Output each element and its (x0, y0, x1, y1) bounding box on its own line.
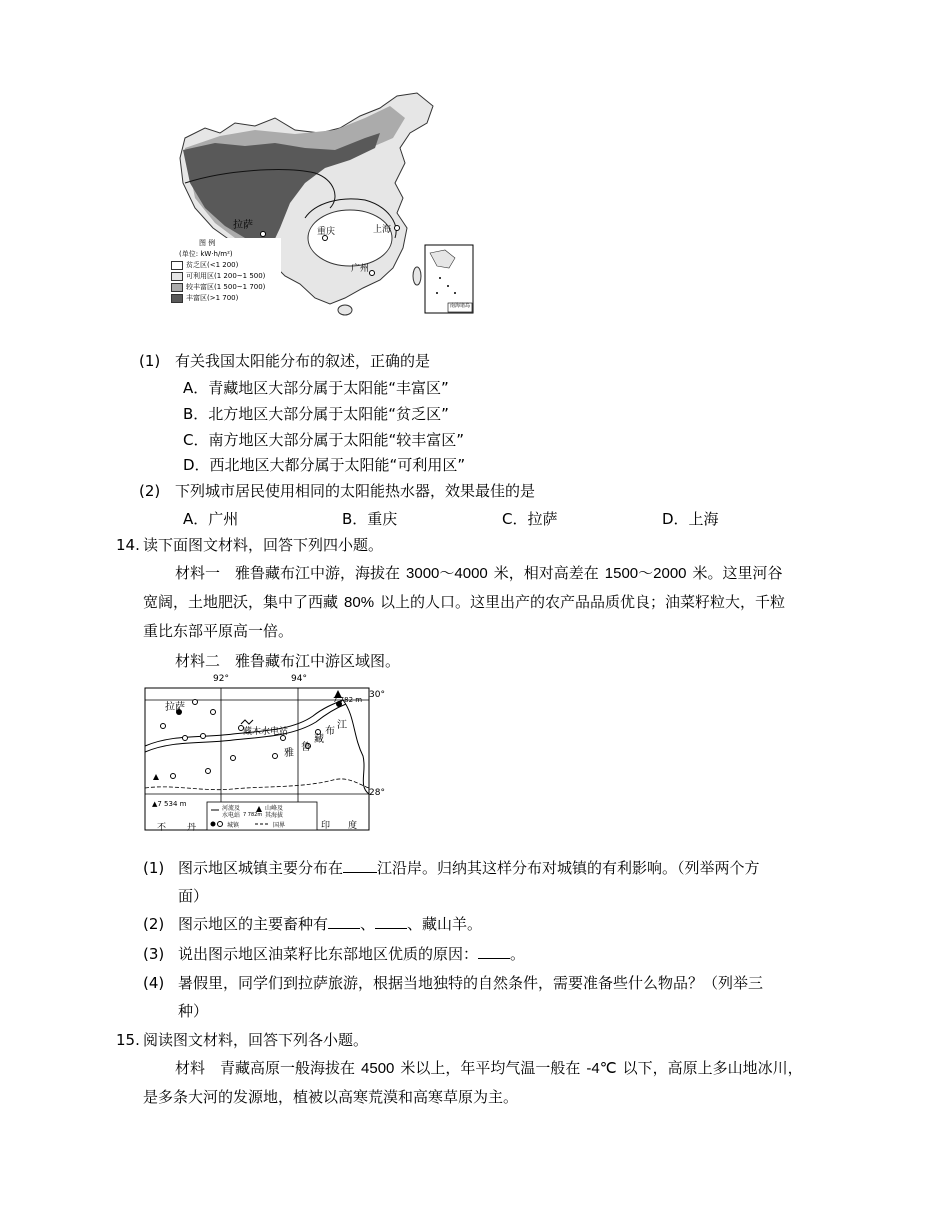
peak-label-7782: 7 782 m (333, 696, 363, 704)
map-legend (171, 238, 281, 304)
q13-1-number: (1) (139, 352, 161, 370)
q13-2-number: (2) (139, 482, 161, 500)
legend-label: 贫乏区(<1 200) (186, 261, 239, 269)
river-label-5: 江 (337, 720, 347, 731)
legend-river-a: 河流及 (222, 805, 241, 812)
q14-material1-line1: 材料一 雅鲁藏布江中游，海拔在 3000～4000 米，相对高差在 1500～2000 米。这里河谷 (175, 564, 783, 582)
river-label-2: 鲁 (301, 742, 311, 753)
legend-item (171, 282, 281, 293)
answer-blank[interactable] (343, 858, 377, 873)
city-label-guangzhou: 广州 (351, 264, 370, 274)
answer-blank[interactable] (478, 944, 510, 959)
legend-label: 可利用区(1 200~1 500) (186, 272, 266, 280)
country-label-bhutan-2: 丹 (187, 823, 197, 833)
q14-1-text-cont: 面） (178, 887, 209, 905)
river-label-1: 雅 (284, 748, 294, 759)
yarlung-tsangpo-map (143, 676, 383, 836)
city-label-shanghai: 上海 (373, 225, 392, 235)
q13-1-option-d: D．西北地区大都分属于太阳能“可利用区” (183, 456, 466, 474)
q13-1-option-a: A．青藏地区大部分属于太阳能“丰富区” (183, 379, 449, 397)
q13-2-option-b: B．重庆 (342, 510, 398, 528)
q13-1-option-c: C．南方地区大部分属于太阳能“较丰富区” (183, 431, 465, 449)
lat-label-28: 28° (369, 788, 385, 798)
country-label-india-2: 度 (348, 821, 358, 831)
legend-swatch (171, 261, 183, 270)
country-label-india-1: 印 (321, 821, 331, 831)
legend-item (171, 293, 281, 304)
q13-1-option-b: B．北方地区大部分属于太阳能“贫乏区” (183, 405, 449, 423)
q14-4-text: 暑假里，同学们到拉萨旅游，根据当地独特的自然条件，需要准备些什么物品？（列举三 (178, 974, 764, 992)
legend-peak-c: 7 782m (243, 812, 263, 818)
legend-swatch (171, 272, 183, 281)
q13-1-stem: 有关我国太阳能分布的叙述，正确的是 (175, 352, 431, 370)
q14-1-number: (1) (143, 859, 165, 877)
country-label-bhutan-1: 不 (157, 823, 167, 833)
legend-item (171, 271, 281, 282)
legend-swatch (171, 283, 183, 292)
city-label-lhasa: 拉萨 (233, 220, 253, 231)
solar-energy-map (165, 88, 485, 320)
legend-river-b: 水电站 (222, 812, 241, 819)
legend-title: 图 例 (199, 239, 216, 247)
q14-4-text-cont: 种） (178, 1002, 209, 1020)
q13-2-option-d: D．上海 (662, 510, 719, 528)
q14-material1-line2: 宽阔，土地肥沃，集中了西藏 80% 以上的人口。这里出产的农产品品质优良；油菜籽粒大，千粒 (143, 593, 786, 611)
river-label-4: 布 (325, 726, 335, 737)
inset-label: 南海诸岛 (450, 303, 471, 309)
legend-border: 国界 (273, 822, 286, 829)
lon-label-92: 92° (213, 674, 229, 684)
q15-material-line1: 材料 青藏高原一般海拔在 4500 米以上，年平均气温一般在 -4℃ 以下，高原上多山地冰川， (175, 1059, 803, 1077)
q14-3-text: 说出图示地区油菜籽比东部地区优质的原因： 。 (178, 945, 526, 963)
q14-2-number: (2) (143, 915, 165, 933)
legend-peak-a: 山峰及 (265, 805, 284, 812)
q14-3-number: (3) (143, 945, 165, 963)
q14-material1-line3: 重比东部平原高一倍。 (143, 622, 294, 640)
q14-number: 14. (116, 536, 140, 554)
lon-label-94: 94° (291, 674, 307, 684)
q14-1-text: 图示地区城镇主要分布在 江沿岸。归纳其这样分布对城镇的有利影响。（列举两个方 (178, 859, 760, 877)
q14-2-text: 图示地区的主要畜种有 、 、藏山羊。 (178, 915, 483, 933)
q15-number: 15. (116, 1031, 140, 1049)
q13-2-stem: 下列城市居民使用相同的太阳能热水器，效果最佳的是 (175, 482, 536, 500)
legend-town: 城镇 (227, 822, 240, 829)
city-label-chongqing: 重庆 (317, 227, 336, 237)
q13-2-option-a: A．广州 (183, 510, 239, 528)
legend-item (171, 260, 281, 271)
legend-peak-b: 其海拔 (265, 812, 284, 819)
lat-label-30: 30° (369, 690, 385, 700)
legend-label: 丰富区(>1 700) (186, 294, 239, 302)
q15-material-line2: 是多条大河的发源地，植被以高寒荒漠和高寒草原为主。 (143, 1088, 519, 1106)
river-label-3: 藏 (314, 734, 324, 745)
legend-swatch (171, 294, 183, 303)
answer-blank[interactable] (375, 914, 407, 929)
city-label-lhasa: 拉萨 (165, 702, 185, 713)
q14-material2: 材料二 雅鲁藏布江中游区域图。 (175, 652, 401, 670)
q13-2-option-c: C．拉萨 (502, 510, 558, 528)
q14-4-number: (4) (143, 974, 165, 992)
q14-intro: 读下面图文材料，回答下列四小题。 (143, 536, 384, 554)
peak-label-7534: ▲7 534 m (152, 800, 187, 808)
station-label: 藏木水电站 (243, 727, 289, 737)
q15-intro: 阅读图文材料，回答下列各小题。 (143, 1031, 369, 1049)
legend-unit: (单位: kW·h/m²) (179, 250, 233, 258)
legend-label: 较丰富区(1 500~1 700) (186, 283, 266, 291)
answer-blank[interactable] (328, 914, 360, 929)
